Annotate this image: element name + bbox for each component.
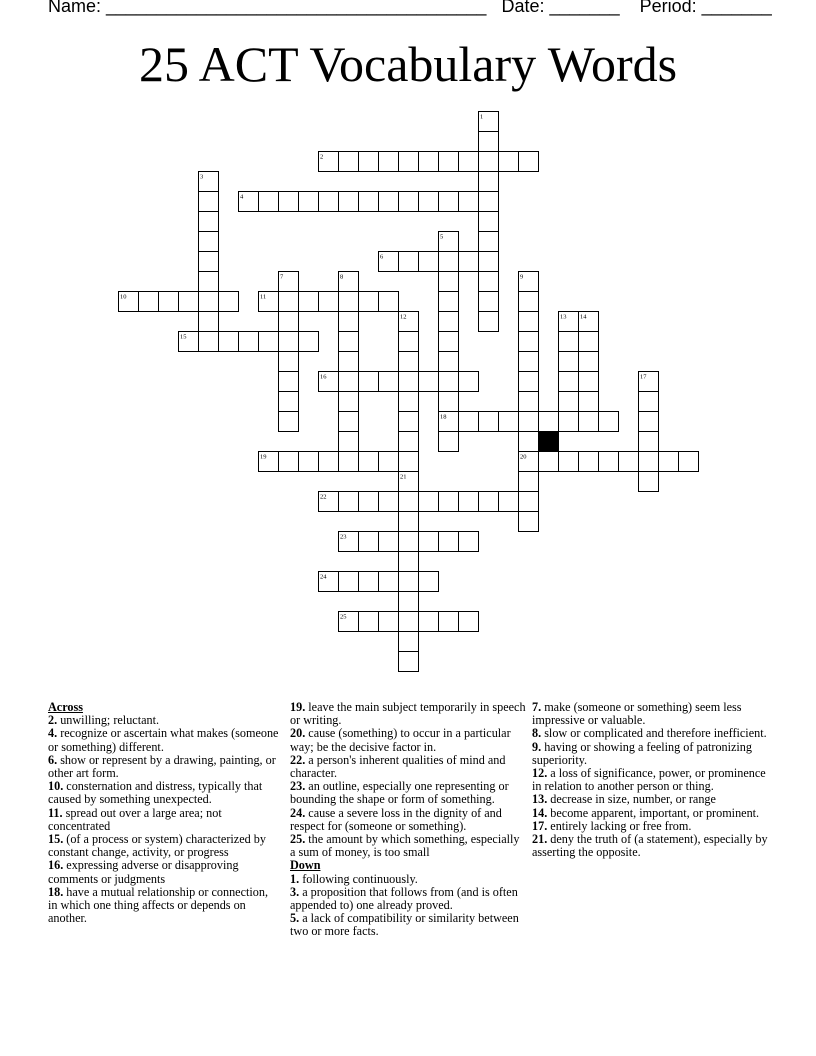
clues-column-3 xyxy=(532,701,772,859)
grid-cell[interactable] xyxy=(579,392,599,412)
grid-cell[interactable] xyxy=(639,452,659,472)
grid-cell[interactable] xyxy=(419,252,439,272)
grid-cell[interactable] xyxy=(359,292,379,312)
clue-number: 5 xyxy=(440,233,444,241)
grid-cell[interactable] xyxy=(379,492,399,512)
clue-number-label: 13. xyxy=(532,792,548,807)
grid-cell[interactable] xyxy=(559,372,579,392)
down-clue xyxy=(532,833,772,859)
grid-cell[interactable] xyxy=(199,272,219,292)
grid-cell[interactable] xyxy=(239,332,259,352)
grid-cell[interactable] xyxy=(399,412,419,432)
grid-cell[interactable] xyxy=(339,352,359,372)
name-blank[interactable]: ______________________________________ xyxy=(106,0,487,16)
clue-number-label: 8. xyxy=(532,726,542,741)
grid-cell[interactable] xyxy=(599,452,619,472)
across-clue xyxy=(48,780,280,806)
grid-cell[interactable] xyxy=(479,132,499,152)
grid-cell[interactable] xyxy=(339,292,359,312)
grid-cell[interactable] xyxy=(199,332,219,352)
clue-number: 21 xyxy=(400,473,407,481)
clue-number-label: 6. xyxy=(48,752,58,767)
grid-cell[interactable] xyxy=(379,152,399,172)
grid-cell[interactable] xyxy=(339,152,359,172)
grid-cell[interactable] xyxy=(399,152,419,172)
grid-cell[interactable] xyxy=(399,572,419,592)
grid-cell[interactable] xyxy=(559,452,579,472)
clue-number-label: 24. xyxy=(290,805,306,820)
grid-cell[interactable] xyxy=(399,352,419,372)
clue-text: make (someone or something) seem less impressive or valuable. xyxy=(532,700,742,728)
grid-cell[interactable] xyxy=(579,412,599,432)
grid-cell[interactable] xyxy=(139,292,159,312)
grid-cell[interactable] xyxy=(479,292,499,312)
grid-cell[interactable] xyxy=(479,212,499,232)
grid-cell[interactable] xyxy=(299,332,319,352)
grid-cell[interactable] xyxy=(419,372,439,392)
clue-number-label: 25. xyxy=(290,832,306,847)
clue-number: 12 xyxy=(400,313,407,321)
grid-cell[interactable] xyxy=(519,292,539,312)
grid-cell[interactable] xyxy=(639,392,659,412)
grid-cell[interactable] xyxy=(459,252,479,272)
grid-cell[interactable] xyxy=(439,152,459,172)
grid-cell[interactable] xyxy=(219,332,239,352)
across-clue xyxy=(290,807,526,833)
grid-cell[interactable] xyxy=(519,432,539,452)
grid-cell[interactable] xyxy=(519,492,539,512)
grid-cell[interactable] xyxy=(339,492,359,512)
grid-cell[interactable] xyxy=(339,312,359,332)
grid-cell[interactable] xyxy=(399,452,419,472)
clue-text: entirely lacking or free from. xyxy=(547,818,692,833)
grid-cell[interactable] xyxy=(359,192,379,212)
grid-cell[interactable] xyxy=(399,192,419,212)
clue-number: 6 xyxy=(380,253,384,261)
grid-cell[interactable] xyxy=(639,472,659,492)
grid-cell[interactable] xyxy=(279,452,299,472)
clue-text: have a mutual relationship or connection, in which one thing affects or depends on another. xyxy=(48,884,268,926)
grid-cell[interactable] xyxy=(199,312,219,332)
clues-column-1 xyxy=(48,701,280,925)
clue-number-label: 4. xyxy=(48,726,58,741)
across-clue xyxy=(48,807,280,833)
date-blank[interactable]: _______ xyxy=(549,0,620,16)
clue-number: 10 xyxy=(120,293,127,301)
across-heading: Across xyxy=(48,700,83,714)
grid-cell[interactable] xyxy=(359,492,379,512)
grid-cell[interactable] xyxy=(459,612,479,632)
grid-cell[interactable] xyxy=(379,532,399,552)
clue-number: 23 xyxy=(340,533,347,541)
clue-text: a proposition that follows from (and is often appended to) one already proved. xyxy=(290,884,518,913)
across-clue xyxy=(290,701,526,727)
grid-cell[interactable] xyxy=(359,572,379,592)
grid-cell[interactable] xyxy=(339,332,359,352)
grid-cell[interactable] xyxy=(659,452,679,472)
grid-cell[interactable] xyxy=(279,292,299,312)
across-clue xyxy=(290,780,526,806)
grid-cell[interactable] xyxy=(399,332,419,352)
grid-cell[interactable] xyxy=(399,612,419,632)
grid-cell[interactable] xyxy=(559,352,579,372)
across-clue xyxy=(48,754,280,780)
grid-cell[interactable] xyxy=(279,352,299,372)
clue-number-label: 2. xyxy=(48,713,58,728)
grid-cell[interactable] xyxy=(419,612,439,632)
grid-cell[interactable] xyxy=(419,492,439,512)
clue-number: 4 xyxy=(240,193,244,201)
grid-cell[interactable] xyxy=(399,392,419,412)
grid-cell[interactable] xyxy=(439,312,459,332)
grid-cell[interactable] xyxy=(499,152,519,172)
clue-text: an outline, especially one representing or bounding the shape or form of something. xyxy=(290,779,509,807)
grid-cell[interactable] xyxy=(519,512,539,532)
clue-number: 11 xyxy=(260,293,267,301)
grid-cell[interactable] xyxy=(519,332,539,352)
clue-number: 15 xyxy=(180,333,187,341)
grid-cell[interactable] xyxy=(379,612,399,632)
grid-cell[interactable] xyxy=(359,532,379,552)
clue-number: 25 xyxy=(340,613,347,621)
clue-number: 17 xyxy=(640,373,647,381)
grid-cell[interactable] xyxy=(339,432,359,452)
grid-cell[interactable] xyxy=(279,192,299,212)
down-clue xyxy=(532,701,772,727)
grid-cell[interactable] xyxy=(579,352,599,372)
grid-cell[interactable] xyxy=(459,532,479,552)
grid-cell[interactable] xyxy=(519,312,539,332)
grid-cell[interactable] xyxy=(399,372,419,392)
grid-cell[interactable] xyxy=(399,532,419,552)
grid-cell[interactable] xyxy=(439,432,459,452)
grid-cell[interactable] xyxy=(579,372,599,392)
grid-cell[interactable] xyxy=(319,292,339,312)
across-clue xyxy=(48,859,280,885)
grid-cell[interactable] xyxy=(299,192,319,212)
down-clue xyxy=(532,741,772,767)
grid-cell[interactable] xyxy=(439,372,459,392)
clue-text: following continuously. xyxy=(299,871,418,886)
grid-cell[interactable] xyxy=(439,292,459,312)
grid-cell[interactable] xyxy=(479,412,499,432)
across-clue xyxy=(48,886,280,926)
down-clue xyxy=(290,886,526,912)
grid-cell[interactable] xyxy=(339,412,359,432)
clue-number-label: 5. xyxy=(290,911,300,926)
clue-number-label: 14. xyxy=(532,805,548,820)
grid-cell[interactable] xyxy=(199,192,219,212)
down-heading: Down xyxy=(290,858,321,873)
grid-cell[interactable] xyxy=(459,412,479,432)
grid-cell[interactable] xyxy=(399,632,419,652)
across-clue xyxy=(290,754,526,780)
grid-cell[interactable] xyxy=(339,372,359,392)
across-clue xyxy=(48,833,280,859)
clue-text: expressing adverse or disapproving comments or judgments xyxy=(48,858,239,886)
grid-cell[interactable] xyxy=(399,592,419,612)
grid-cell[interactable] xyxy=(499,412,519,432)
clue-text: a person's inherent qualities of mind and character. xyxy=(290,752,506,781)
grid-cell[interactable] xyxy=(339,392,359,412)
across-clue xyxy=(290,833,526,859)
clue-text: cause (something) to occur in a particular way; be the decisive factor in. xyxy=(290,726,511,754)
clue-number: 20 xyxy=(520,453,527,461)
clue-number-label: 20. xyxy=(290,726,306,741)
clue-number-label: 21. xyxy=(532,832,548,847)
grid-cell[interactable] xyxy=(439,192,459,212)
period-label: Period: xyxy=(639,0,697,16)
grid-cell[interactable] xyxy=(419,152,439,172)
grid-cell[interactable] xyxy=(279,332,299,352)
clue-number: 8 xyxy=(340,273,344,281)
clue-number-label: 16. xyxy=(48,858,64,873)
clue-text: decrease in size, number, or range xyxy=(547,792,716,807)
clue-text: (of a process or system) characterized by constant change, activity, or progress xyxy=(48,832,266,860)
clue-number-label: 10. xyxy=(48,779,64,794)
grid-cell[interactable] xyxy=(479,232,499,252)
clue-text: a loss of significance, power, or prominence in relation to another person or thing. xyxy=(532,766,766,794)
grid-cell[interactable] xyxy=(559,332,579,352)
clue-number-label: 11. xyxy=(48,805,63,820)
grid-cell[interactable] xyxy=(479,272,499,292)
clue-number: 16 xyxy=(320,373,327,381)
grid-cell[interactable] xyxy=(479,172,499,192)
grid-cell[interactable] xyxy=(379,452,399,472)
grid-cell[interactable] xyxy=(199,212,219,232)
clue-text: unwilling; reluctant. xyxy=(57,713,160,728)
clue-text: the amount by which something, especially a sum of money, is too small xyxy=(290,832,520,860)
clue-text: a lack of compatibility or similarity between two or more facts. xyxy=(290,911,519,939)
clue-number-label: 9. xyxy=(532,739,542,754)
clue-number: 13 xyxy=(560,313,567,321)
grid-cell[interactable] xyxy=(379,572,399,592)
down-clue xyxy=(532,767,772,793)
grid-cell[interactable] xyxy=(339,572,359,592)
clue-text: consternation and distress, typically that caused by something unexpected. xyxy=(48,779,263,807)
grid-cell[interactable] xyxy=(519,152,539,172)
grid-cell[interactable] xyxy=(339,192,359,212)
clue-text: recognize or ascertain what makes (someone or something) different. xyxy=(48,726,279,754)
grid-cell[interactable] xyxy=(219,292,239,312)
grid-cell[interactable] xyxy=(359,372,379,392)
grid-cell[interactable] xyxy=(479,152,499,172)
clue-number: 7 xyxy=(280,273,284,281)
grid-cell[interactable] xyxy=(519,412,539,432)
grid-cell[interactable] xyxy=(519,392,539,412)
grid-cell[interactable] xyxy=(279,372,299,392)
clues-column-2 xyxy=(290,701,526,939)
clue-text: deny the truth of (a statement), especially by asserting the opposite. xyxy=(532,832,768,860)
clue-number-label: 3. xyxy=(290,884,300,899)
grid-cell[interactable] xyxy=(259,332,279,352)
grid-cell[interactable] xyxy=(199,232,219,252)
date-label: Date: xyxy=(501,0,545,16)
clue-number: 24 xyxy=(320,573,327,581)
grid-cell[interactable] xyxy=(379,292,399,312)
clue-number-label: 23. xyxy=(290,779,306,794)
grid-cell[interactable] xyxy=(399,512,419,532)
grid-cell[interactable] xyxy=(479,312,499,332)
grid-cell[interactable] xyxy=(399,492,419,512)
grid-cell[interactable] xyxy=(459,492,479,512)
clue-number-label: 19. xyxy=(290,700,306,714)
grid-cell[interactable] xyxy=(299,452,319,472)
grid-cell[interactable] xyxy=(459,192,479,212)
grid-cell[interactable] xyxy=(419,532,439,552)
grid-cell[interactable] xyxy=(479,192,499,212)
black-cell xyxy=(539,432,559,452)
grid-cell[interactable] xyxy=(559,412,579,432)
clue-number: 18 xyxy=(440,413,447,421)
clue-number: 3 xyxy=(200,173,204,181)
clue-number-label: 1. xyxy=(290,871,300,886)
grid-cell[interactable] xyxy=(519,472,539,492)
across-clue xyxy=(48,727,280,753)
grid-cell[interactable] xyxy=(559,392,579,412)
clue-number: 22 xyxy=(320,493,327,501)
clue-text: cause a severe loss in the dignity of and respect for (someone or something). xyxy=(290,805,502,833)
grid-cell[interactable] xyxy=(199,252,219,272)
grid-cell[interactable] xyxy=(519,352,539,372)
grid-cell[interactable] xyxy=(419,572,439,592)
grid-cell[interactable] xyxy=(399,252,419,272)
grid-cell[interactable] xyxy=(479,252,499,272)
grid-cell[interactable] xyxy=(419,192,439,212)
grid-cell[interactable] xyxy=(439,332,459,352)
grid-cell[interactable] xyxy=(279,312,299,332)
clue-text: having or showing a feeling of patronizing superiority. xyxy=(532,739,752,767)
grid-cell[interactable] xyxy=(279,412,299,432)
grid-cell[interactable] xyxy=(279,392,299,412)
clue-number: 1 xyxy=(480,113,484,121)
grid-cell[interactable] xyxy=(319,192,339,212)
grid-cell[interactable] xyxy=(679,452,699,472)
clue-number-label: 17. xyxy=(532,818,548,833)
grid-cell[interactable] xyxy=(439,612,459,632)
grid-cell[interactable] xyxy=(299,292,319,312)
clue-number: 9 xyxy=(520,273,524,281)
clue-text: slow or complicated and therefore inefficient. xyxy=(541,726,767,741)
grid-cell[interactable] xyxy=(499,492,519,512)
grid-cell[interactable] xyxy=(359,152,379,172)
grid-cell[interactable] xyxy=(439,392,459,412)
grid-cell[interactable] xyxy=(359,452,379,472)
grid-cell[interactable] xyxy=(539,452,559,472)
grid-cell[interactable] xyxy=(439,352,459,372)
grid-cell[interactable] xyxy=(539,412,559,432)
clue-text: show or represent by a drawing, painting, or other art form. xyxy=(48,752,276,781)
grid-cell[interactable] xyxy=(599,412,619,432)
grid-cell[interactable] xyxy=(439,532,459,552)
grid-cell[interactable] xyxy=(459,152,479,172)
grid-cell[interactable] xyxy=(639,432,659,452)
clue-number: 2 xyxy=(320,153,324,161)
grid-cell[interactable] xyxy=(359,612,379,632)
grid-cell[interactable] xyxy=(579,332,599,352)
grid-cell[interactable] xyxy=(579,452,599,472)
grid-cell[interactable] xyxy=(379,372,399,392)
grid-cell[interactable] xyxy=(399,552,419,572)
clue-number: 19 xyxy=(260,453,267,461)
grid-cell[interactable] xyxy=(399,432,419,452)
clue-text: become apparent, important, or prominent. xyxy=(547,805,760,820)
grid-cell[interactable] xyxy=(159,292,179,312)
grid-cell[interactable] xyxy=(199,292,219,312)
clue-number-label: 15. xyxy=(48,832,64,847)
grid-cell[interactable] xyxy=(619,452,639,472)
grid-cell[interactable] xyxy=(439,492,459,512)
clue-number: 14 xyxy=(580,313,587,321)
grid-cell[interactable] xyxy=(459,372,479,392)
clue-text: spread out over a large area; not concentrated xyxy=(48,805,222,833)
grid-cell[interactable] xyxy=(519,372,539,392)
name-label: Name: xyxy=(48,0,102,16)
clue-number-label: 18. xyxy=(48,884,64,899)
grid-cell[interactable] xyxy=(479,492,499,512)
clue-number-label: 22. xyxy=(290,752,306,767)
across-clue xyxy=(290,727,526,753)
down-clue xyxy=(290,912,526,938)
grid-cell[interactable] xyxy=(379,192,399,212)
clue-number-label: 12. xyxy=(532,766,548,781)
period-blank[interactable]: _______ xyxy=(701,0,772,16)
grid-cell[interactable] xyxy=(439,272,459,292)
grid-cell[interactable] xyxy=(399,652,419,672)
grid-cell[interactable] xyxy=(639,412,659,432)
puzzle-title: 25 ACT Vocabulary Words xyxy=(138,36,678,92)
grid-cell[interactable] xyxy=(339,452,359,472)
grid-cell[interactable] xyxy=(179,292,199,312)
grid-cell[interactable] xyxy=(439,252,459,272)
grid-cell[interactable] xyxy=(319,452,339,472)
clue-text: leave the main subject temporarily in speech or writing. xyxy=(290,700,526,728)
clue-number-label: 7. xyxy=(532,700,542,714)
grid-cell[interactable] xyxy=(259,192,279,212)
